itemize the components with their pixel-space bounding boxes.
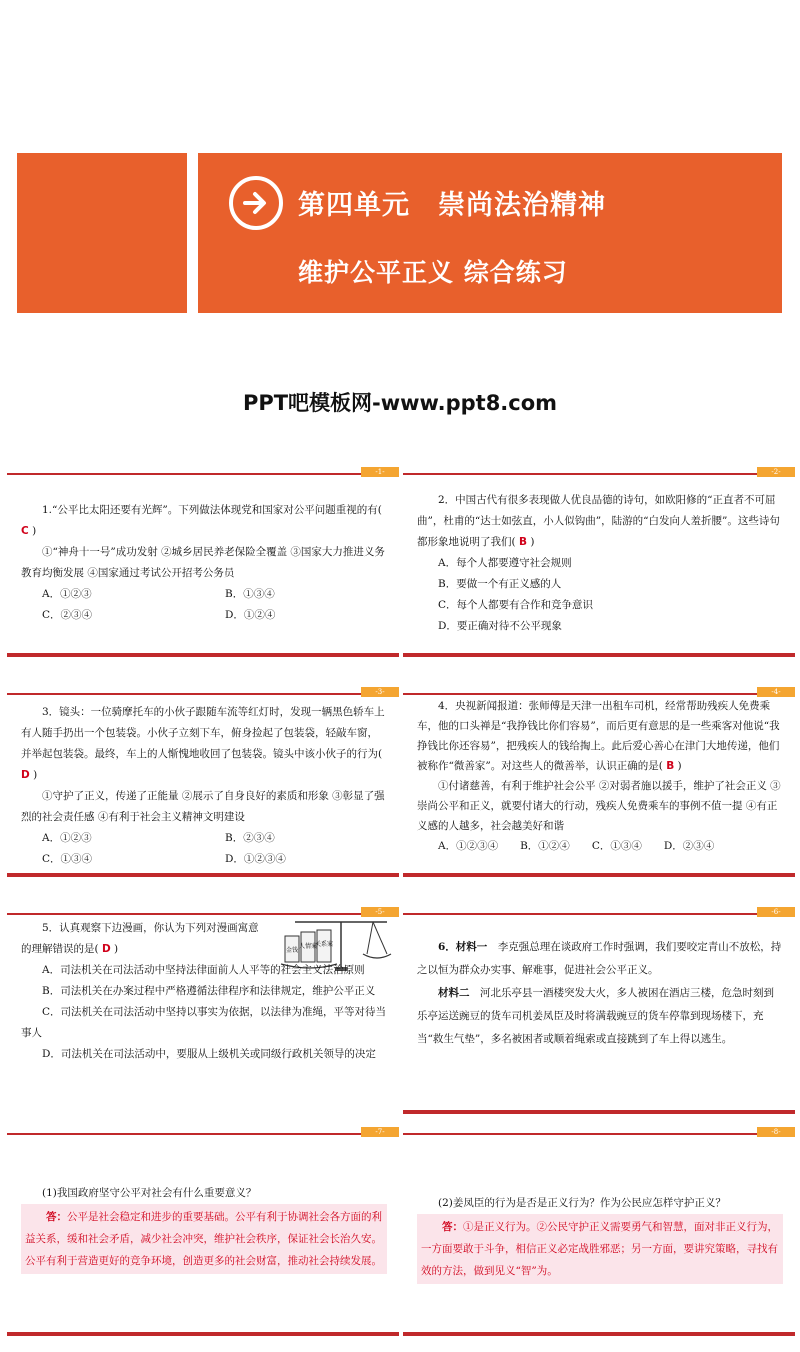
option-d: D．①②④ — [225, 609, 276, 621]
page-number: -6- — [757, 907, 795, 917]
banner-left-block — [17, 153, 187, 313]
slide-content — [21, 918, 387, 1065]
option-c: C．①③④ — [42, 853, 93, 865]
comic-label-favor: 人情案 — [298, 943, 318, 950]
page-number: -1- — [361, 467, 399, 477]
bottom-rule — [403, 873, 795, 877]
slide-content — [417, 1192, 783, 1284]
option-a: A．①②③④ — [438, 840, 499, 852]
option-c: C．司法机关在司法活动中坚持以事实为依据，以法律为准绳，平等对待当事人 — [21, 1006, 387, 1039]
statement: ①“神舟十一号”成功发射 ②城乡居民养老保险全覆盖 ③国家大力推进义务教育均衡发展 ④国家通过考试公开招考公务员 — [21, 546, 385, 579]
page-number: -4- — [757, 687, 795, 697]
answer-letter: C — [21, 525, 29, 537]
slide-content — [417, 936, 783, 1051]
comic-label-money: 金钱 — [285, 947, 299, 954]
option-d: D．要正确对待不公平现象 — [438, 620, 562, 632]
site-watermark: PPT吧模板网-www.ppt8.com — [242, 391, 558, 415]
slide-3 — [7, 682, 399, 877]
bottom-rule — [7, 653, 399, 657]
page-number: -3- — [361, 687, 399, 697]
option-c: C．②③④ — [42, 609, 93, 621]
material-1: 6．材料一 李克强总理在谈政府工作时强调，我们要咬定青山不放松，持之以恒为群众办实事、解难事，促进社会公平正义。 — [417, 941, 782, 976]
top-rule — [403, 473, 795, 475]
question: 3．镜头：一位骑摩托车的小伙子跟随车流等红灯时，发现一辆黑色轿车上有人随手扔出一个包装袋。小伙子立刻下车，俯身捡起了包装袋，轻敲车窗，并举起包装袋。最终，车上的人惭愧地收回了包装袋。镜头中该小伙子的行为( D ) — [21, 706, 385, 781]
slide-5 — [7, 902, 399, 1132]
page-number: -2- — [757, 467, 795, 477]
slide-4 — [403, 682, 795, 877]
bottom-rule — [7, 1332, 399, 1336]
lesson-title: 维护公平正义 综合练习 — [298, 258, 568, 287]
page-number: -7- — [361, 1127, 399, 1137]
bottom-rule — [403, 653, 795, 657]
page-number: -5- — [361, 907, 399, 917]
slide-1 — [7, 462, 399, 657]
bottom-rule — [403, 1332, 795, 1336]
top-rule — [403, 693, 795, 695]
title-slide — [0, 0, 800, 450]
bottom-rule — [7, 873, 399, 877]
answer-letter: B — [518, 536, 527, 548]
option-d: D．①②③④ — [225, 853, 286, 865]
option-a: A．①②③ — [42, 588, 92, 600]
option-a: A．司法机关在司法活动中坚持法律面前人人平等的社会主义法治原则 — [42, 964, 365, 976]
question: 2．中国古代有很多表现做人优良品德的诗句，如欧阳修的“正直者不可屈曲”，杜甫的“达士如弦直，小人似钩曲”，陆游的“白发向人羞折腰”。这些诗句都形象地说明了我们( B ) — [417, 494, 780, 548]
slide-7 — [7, 1122, 399, 1336]
question: (1)我国政府坚守公平对社会有什么重要意义？ — [42, 1187, 257, 1199]
arrow-right-icon — [229, 176, 283, 230]
top-rule — [7, 693, 399, 695]
top-rule — [403, 1133, 795, 1135]
answer-box: 答：公平是社会稳定和进步的重要基础。公平有利于协调社会各方面的利益关系，缓和社会矛盾，减少社会冲突，维护社会秩序，保证社会长治久安。公平有利于营造更好的竞争环境，创造更多的社会财富，推动社会持续发展。 — [21, 1204, 387, 1274]
slide-content — [417, 696, 783, 856]
question: (2)姜凤臣的行为是否是正义行为？作为公民应怎样守护正义？ — [438, 1197, 726, 1209]
bottom-rule — [403, 1110, 795, 1114]
statement: ①守护了正义，传递了正能量 ②展示了自身良好的素质和形象 ③彰显了强烈的社会责任感 ④有利于社会主义精神文明建设 — [21, 790, 385, 823]
option-d: D．②③④ — [663, 840, 715, 852]
unit-title: 第四单元 崇尚法治精神 — [298, 190, 606, 221]
option-d: D．司法机关在司法活动中，要服从上级机关或同级行政机关领导的决定 — [42, 1048, 376, 1060]
banner-right-block — [198, 153, 782, 313]
comic-label-relation: 关系案 — [314, 941, 334, 948]
options — [21, 828, 387, 870]
option-b: B．①③④ — [225, 588, 275, 600]
option-a: A．每个人都要遵守社会规则 — [438, 557, 572, 569]
question: 5．认真观察下边漫画，你认为下列对漫画寓意的理解错误的是( D ) — [21, 922, 259, 955]
answer-letter: D — [101, 943, 111, 955]
top-rule — [7, 1133, 399, 1135]
answer-letter: D — [21, 769, 30, 781]
top-rule — [403, 913, 795, 915]
page-number: -8- — [757, 1127, 795, 1137]
question: 4．央视新闻报道：张师傅是天津一出租车司机，经常帮助残疾人免费乘车，他的口头禅是“我挣钱比你们容易”，而后更有意思的是一些乘客对他说“我挣钱比你还容易”，把残疾人的钱给掏上。此后爱心善心在津门大地传递，他们被称作“微善家”。对这些人的微善举，认识正确的是( B ) — [417, 700, 780, 772]
option-b: B．①②④ — [520, 840, 570, 852]
option-c: C．①③④ — [591, 840, 642, 852]
options — [417, 836, 783, 856]
slide-2 — [403, 462, 795, 657]
option-c: C．每个人都要有合作和竞争意识 — [438, 599, 594, 611]
question: 1.“公平比太阳还要有光辉”。下列做法体现党和国家对公平问题重视的有( C ) — [21, 504, 382, 537]
slide-content — [21, 702, 387, 870]
option-a: A．①②③ — [42, 832, 92, 844]
answer-box: 答：①是正义行为。②公民守护正义需要勇气和智慧，面对非正义行为，一方面要敢于斗争，相信正义必定战胜邪恶；另一方面，要讲究策略，寻找有效的方法，做到见义“智”为。 — [417, 1214, 783, 1284]
slide-6 — [403, 902, 795, 1114]
top-rule — [7, 473, 399, 475]
option-b: B．要做一个有正义感的人 — [438, 578, 562, 590]
material-2: 材料二 河北乐亭县一酒楼突发大火，多人被困在酒店三楼，危急时刻到乐亭运送豌豆的货车司机姜凤臣及时将满载豌豆的货车停靠到现场楼下，充当“救生气垫”，多名被困者或顺着绳索或直接跳到了车上得以逃生。 — [417, 987, 774, 1045]
slide-content — [417, 490, 783, 637]
statement: ①付诸慈善，有利于维护社会公平 ②对弱者施以援手，维护了社会正义 ③崇尚公平和正义，就要付诸大的行动，残疾人免费乘车的事例不值一提 ④有正义感的人越多，社会越美好和谐 — [417, 780, 781, 832]
slide-content — [21, 1182, 387, 1274]
option-b: B．②③④ — [225, 832, 275, 844]
option-b: B．司法机关在办案过程中严格遵循法律程序和法律规定，维护公平正义 — [42, 985, 376, 997]
slide-content — [21, 500, 387, 626]
answer-letter: B — [666, 760, 675, 772]
options — [21, 584, 387, 626]
slide-8 — [403, 1122, 795, 1336]
